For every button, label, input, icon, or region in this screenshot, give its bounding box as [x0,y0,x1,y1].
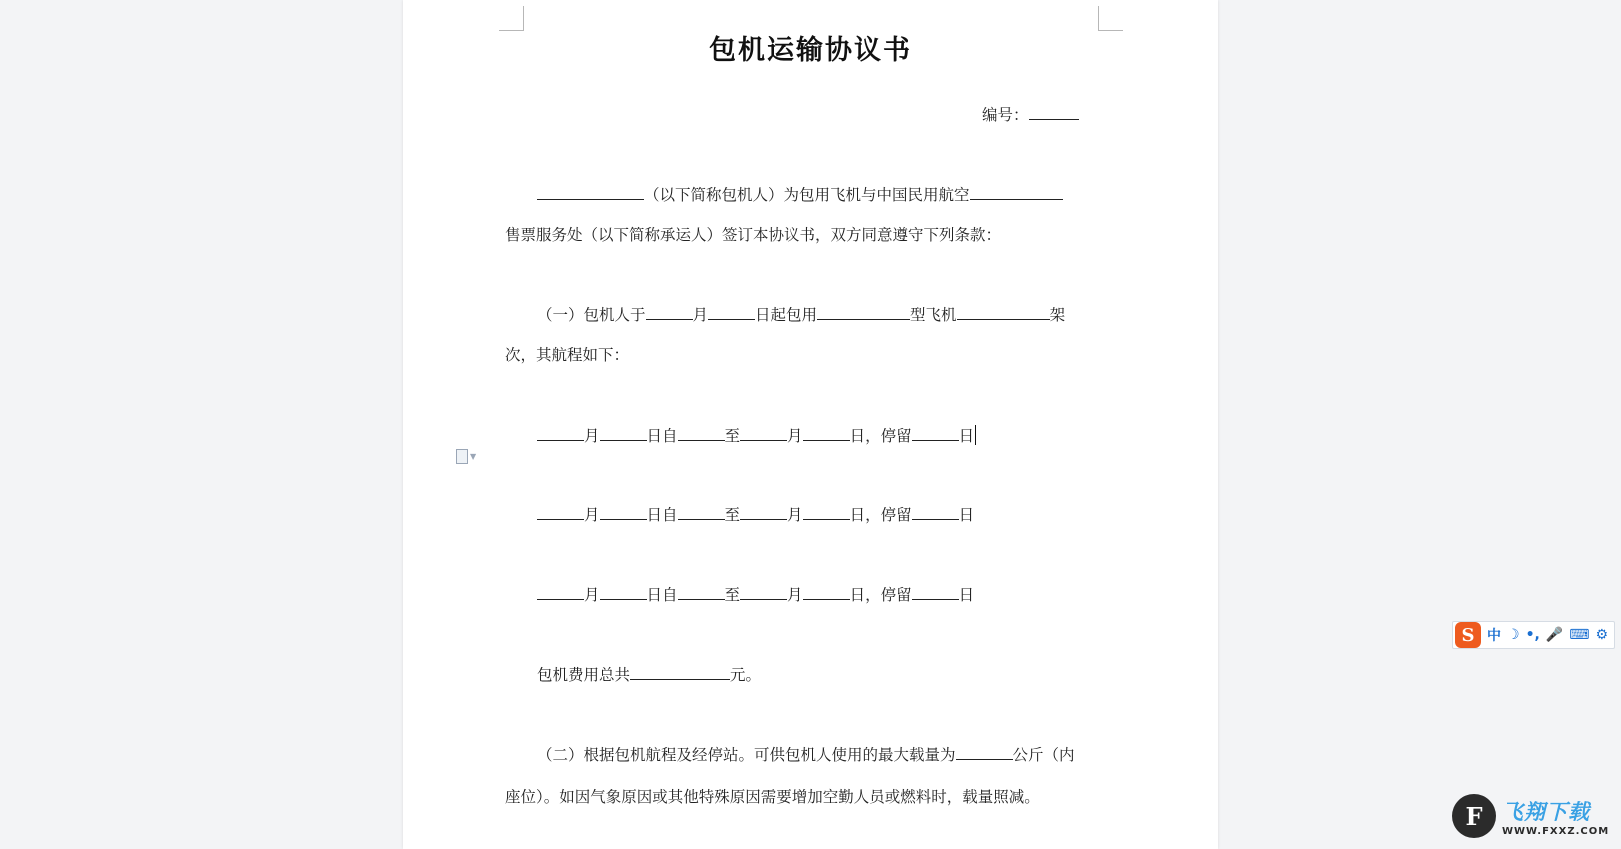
fee-blank[interactable] [630,665,730,680]
number-blank[interactable] [1029,105,1079,120]
blank[interactable] [803,426,850,441]
text-cursor [975,425,976,445]
clause2-line1[interactable] [537,745,1075,765]
day-stay-label: 日，停留 [849,586,912,604]
day-from-label: 日自 [646,586,678,604]
para1-line2[interactable]: 售票服务处（以下简称承运人）签订本协议书，双方同意遵守下列条款： [505,226,1002,244]
month-label: 月 [584,506,600,524]
month-label: 月 [584,586,600,604]
blank[interactable] [678,505,725,520]
blank[interactable] [912,585,959,600]
clause1-text-c: 型飞机 [910,306,957,324]
document-icon [456,449,468,464]
month-label: 月 [787,586,803,604]
aircraft-type-blank[interactable] [817,305,910,320]
ime-toolbar[interactable] [1452,621,1615,649]
blank[interactable] [600,505,647,520]
para1-line1[interactable] [537,185,1063,205]
day-label: 日 [958,506,975,524]
blank[interactable] [912,505,959,520]
blank[interactable] [740,426,787,441]
month-label: 月 [787,427,803,445]
chevron-down-icon: ▼ [470,452,477,461]
fee-text-a: 包机费用总共 [537,666,631,684]
clause1-text-a: （一）包机人于 [537,306,646,324]
number-line[interactable] [982,105,1079,125]
para1-text-a: （以下简称包机人）为包用飞机与中国民用航空 [644,186,970,204]
day-stay-label: 日，停留 [849,506,912,524]
itinerary-row-1[interactable] [537,425,976,446]
paragraph-layout-icon[interactable] [456,449,476,464]
to-label: 至 [724,506,741,524]
blank[interactable] [678,585,725,600]
itinerary-row-2[interactable] [537,505,974,525]
microphone-icon[interactable]: 🎤 [1545,627,1564,643]
clause2-line2[interactable]: 座位）。如因气象原因或其他特殊原因需要增加空勤人员或燃料时，载量照减。 [505,788,1040,806]
charterer-blank[interactable] [537,185,644,200]
blank[interactable] [600,585,647,600]
punctuation-icon[interactable]: •, [1525,627,1540,643]
document-page [403,0,1218,849]
blank[interactable] [537,426,584,441]
itinerary-row-3[interactable] [537,585,974,605]
day-label: 日 [958,586,975,604]
day-stay-label: 日，停留 [849,427,912,445]
blank[interactable] [678,426,725,441]
moon-icon[interactable]: ☽ [1507,627,1520,643]
aircraft-count-blank[interactable] [957,305,1050,320]
site-watermark [1452,792,1612,840]
clause1-line1[interactable] [537,305,1065,325]
clause2-unit: 公斤（内 [1012,746,1075,764]
watermark-subtitle: WWW.FXXZ.COM [1502,825,1610,837]
clause1-text-d: 架 [1049,306,1066,324]
blank[interactable] [600,426,647,441]
month-label: 月 [584,427,600,445]
number-label: 编号： [982,106,1029,124]
blank[interactable] [803,585,850,600]
blank[interactable] [740,505,787,520]
airline-blank[interactable] [970,185,1063,200]
clause1-text-b: 日起包用 [755,306,818,324]
ime-language-toggle[interactable]: 中 [1487,628,1501,644]
watermark-logo-icon: F [1452,794,1496,838]
fee-text-b: 元。 [730,666,762,684]
blank[interactable] [803,505,850,520]
day-from-label: 日自 [646,506,678,524]
day-label: 日 [958,427,975,445]
day-from-label: 日自 [646,427,678,445]
watermark-title: 飞翔下载 [1502,799,1590,824]
start-day-blank[interactable] [708,305,755,320]
settings-icon[interactable]: ⚙ [1595,627,1609,643]
sogou-logo-icon[interactable]: S [1455,622,1481,648]
max-load-blank[interactable] [956,745,1013,760]
blank[interactable] [740,585,787,600]
start-month-blank[interactable] [646,305,693,320]
month-label: 月 [692,306,709,324]
document-title: 包机运输协议书 [709,35,912,66]
blank[interactable] [537,505,584,520]
clause1-line2[interactable]: 次，其航程如下： [505,346,630,364]
blank[interactable] [912,426,959,441]
month-label: 月 [787,506,803,524]
to-label: 至 [724,586,741,604]
clause2-text: （二）根据包机航程及经停站。可供包机人使用的最大载量为 [537,746,956,764]
blank[interactable] [537,585,584,600]
keyboard-icon[interactable]: ⌨ [1569,627,1590,643]
fee-line[interactable] [537,665,761,685]
to-label: 至 [724,427,741,445]
